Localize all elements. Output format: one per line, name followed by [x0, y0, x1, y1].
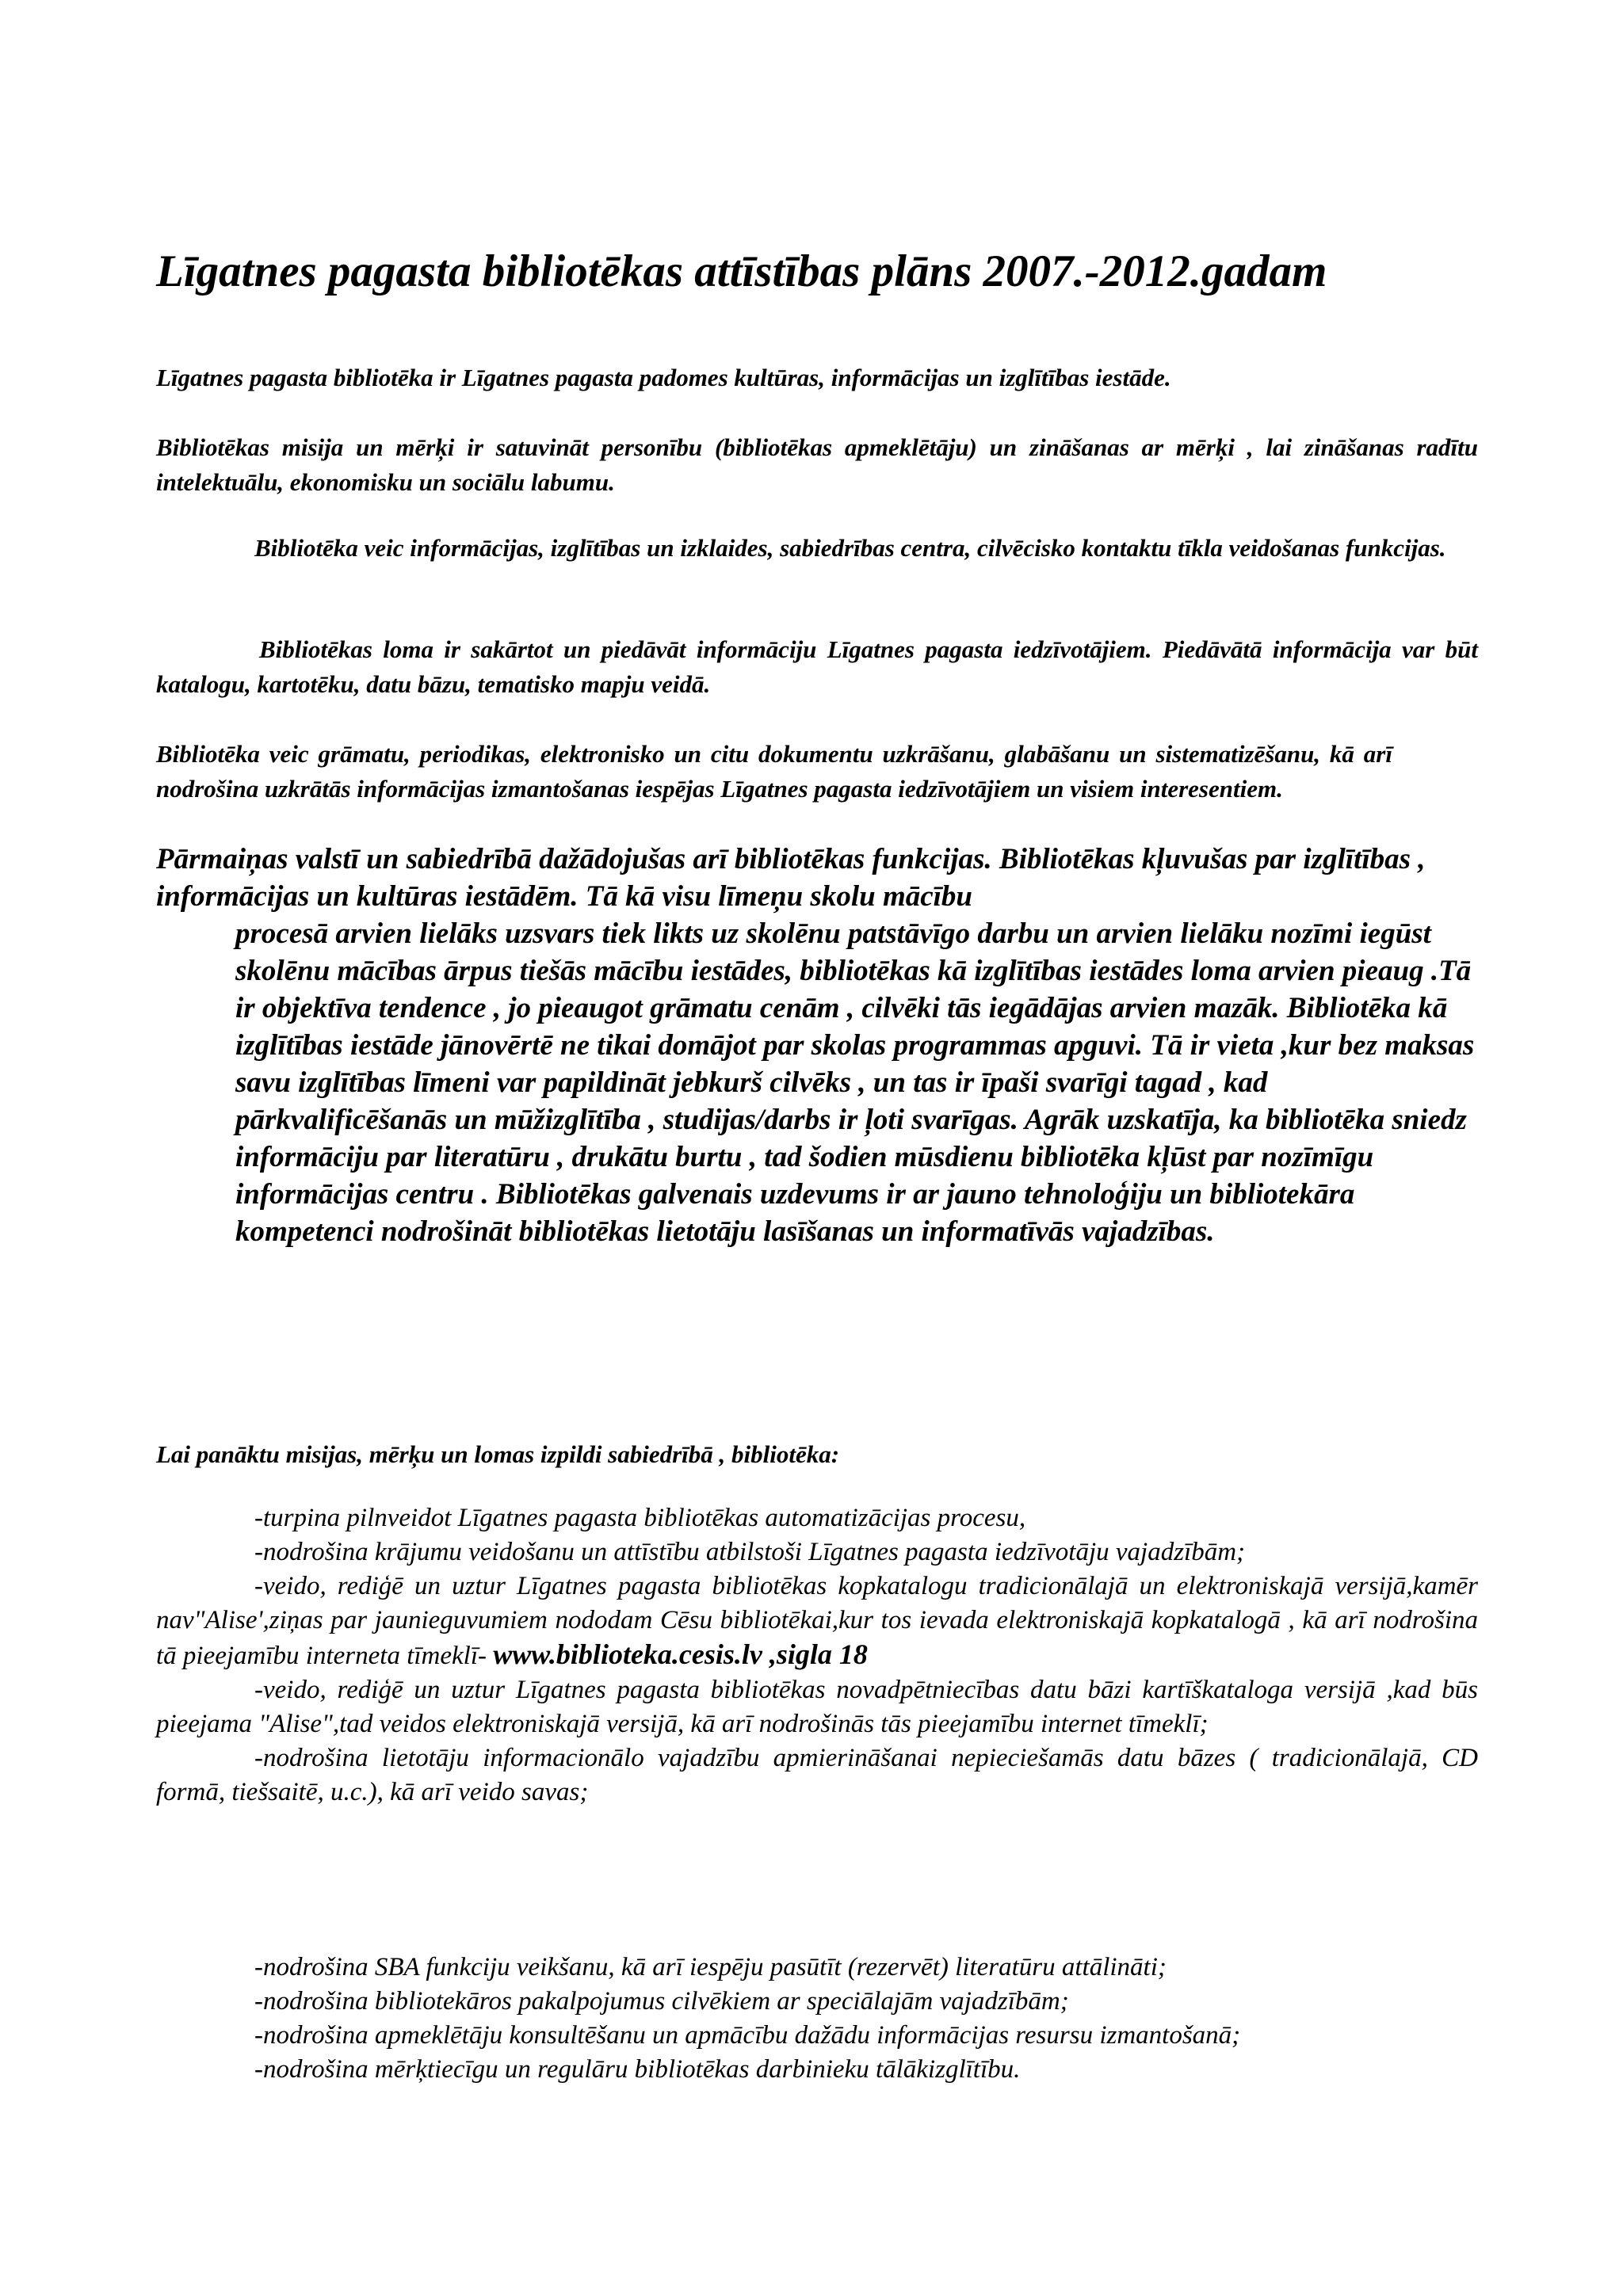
tasks-list-2: [156, 1951, 1478, 2087]
website-link[interactable]: www.biblioteka.cesis.lv ,sigla 18: [493, 1638, 868, 1670]
paragraph-role: Bibliotēkas loma ir sakārtot un piedāvāt informāciju Līgatnes pagasta iedzīvotājiem. Piedāvātā informācija var būt katalogu, kartotēku, datu bāzu, tematisko mapju veidā.: [156, 635, 1478, 698]
paragraph-changes: [156, 841, 1478, 1250]
list-item: -nodrošina mērķtiecīgu un regulāru bibliotēkas darbinieku tālākizglītību.: [254, 2055, 1021, 2084]
list-item: -nodrošina apmeklētāju konsultēšanu un apmācību dažādu informācijas resursu izmantošanā;: [254, 2021, 1241, 2050]
tasks-list-1: [156, 1501, 1478, 1810]
paragraph-institution: Līgatnes pagasta bibliotēka ir Līgatnes pagasta padomes kultūras, informācijas un izglītības iestāde.: [156, 364, 1171, 391]
list-item: -turpina pilnveidot Līgatnes pagasta bibliotēkas automatizācijas procesu,: [254, 1504, 1026, 1532]
list-item: -nodrošina SBA funkciju veikšanu, kā arī iespēju pasūtīt (rezervēt) literatūru attālināti;: [254, 1953, 1167, 1981]
paragraph-mission: Bibliotēkas misija un mērķi ir satuvināt personību (bibliotēkas apmeklētāju) un zināšanas ar mērķi , lai zināšanas radītu intelektuālu, ekonomisku un sociālu labumu.: [156, 433, 1478, 496]
list-item: [156, 1569, 1478, 1673]
list-item: -nodrošina lietotāju informacionālo vajadzību apmierināšanai nepieciešamās datu bāzes ( tradicionālajā, CD formā, tiešsaitē, u.c.), kā arī veido savas;: [156, 1744, 1478, 1806]
paragraph-changes-first: Pārmaiņas valstī un sabiedrībā dažādojušas arī bibliotēkas funkcijas. Bibliotēkas kļuvušas par izglītības , informācijas un kultūras iestādēm. Tā kā visu līmeņu skolu mācību: [156, 843, 1426, 913]
list-item: -veido, rediģē un uztur Līgatnes pagasta bibliotēkas novadpētniecības datu bāzi kartīškataloga versijā ,kad būs pieejama "Alise",tad veidos elektroniskajā versijā, kā arī nodrošinās tās pieejamību internet tīmeklī;: [156, 1676, 1478, 1738]
list-item: -nodrošina krājumu veidošanu un attīstību atbilstoši Līgatnes pagasta iedzīvotāju vajadzībām;: [254, 1538, 1246, 1566]
paragraph-changes-rest: procesā arvien lielāks uzsvars tiek likts uz skolēnu patstāvīgo darbu un arvien lielāku nozīmi iegūst skolēnu mācības ārpus tiešās mācību iestādes, bibliotēkas kā izglītības iestādes loma arvien pieaug .Tā ir objektīva tendence , jo pieaugot grāmatu cenām , cilvēki tās iegādājas arvien mazāk. Bibliotēka kā izglītības iestāde jānovērtē ne tikai domājot par skolas programmas apguvi. Tā ir vieta ,kur bez maksas savu izglītības līmeni var papildināt jebkurš cilvēks , un tas ir īpaši svarīgi tagad , kad pārkvalificēšanās un mūžizglītība , studijas/darbs ir ļoti svarīgas. Agrāk uzskatīja, ka bibliotēka sniedz informāciju par literatūru , drukātu burtu , tad šodien mūsdienu bibliotēka kļūst par nozīmīgu informācijas centru . Bibliotēkas galvenais uzdevums ir ar jauno tehnoloģiju un bibliotekāra kompetenci nodrošināt bibliotēkas lietotāju lasīšanas un informatīvās vajadzības.: [235, 917, 1475, 1248]
list-item: -nodrošina bibliotekāros pakalpojumus cilvēkiem ar speciālajām vajadzībām;: [254, 1987, 1069, 2016]
list-item-text: -veido, rediģē un uztur Līgatnes pagasta bibliotēkas kopkatalogu tradicionālajā un elektroniskajā versijā,kamēr nav"Alise',ziņas par jaunieguvumiem nododam Cēsu bibliotēkai,kur tos ievada elektroniskajā kopkatalogā , kā arī nodrošina tā pieejamību interneta tīmeklī-: [156, 1572, 1478, 1670]
paragraph-functions: Bibliotēka veic informācijas, izglītības un izklaides, sabiedrības centra, cilvēcisko kontaktu tīkla veidošanas funkcijas.: [254, 534, 1446, 562]
page-title: Līgatnes pagasta bibliotēkas attīstības plāns 2007.-2012.gadam: [156, 246, 1327, 296]
tasks-lead: Lai panāktu misijas, mērķu un lomas izpildi sabiedrībā , bibliotēka:: [156, 1440, 840, 1468]
paragraph-collection: Bibliotēka veic grāmatu, periodikas, elektronisko un citu dokumentu uzkrāšanu, glabāšanu un sistematizēšanu, kā arī nodrošina uzkrātās informācijas izmantošanas iespējas Līgatnes pagasta iedzīvotājiem un visiem interesentiem.: [156, 740, 1392, 803]
